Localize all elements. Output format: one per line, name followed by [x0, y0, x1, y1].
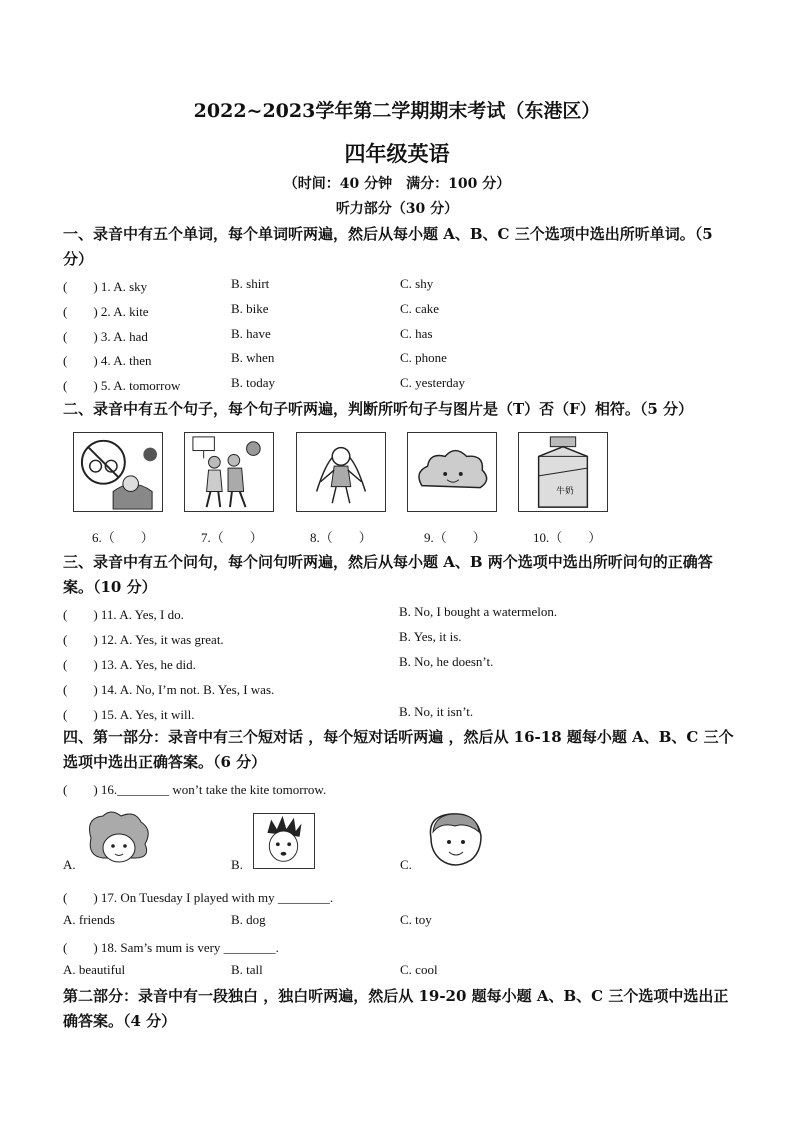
question-stem: ( ) 12. A. Yes, it was great.: [63, 632, 224, 647]
question-stem: ( ) 11. A. Yes, I do.: [63, 607, 184, 622]
option-c: C. shy: [400, 276, 434, 291]
option-c: C. yesterday: [400, 375, 465, 390]
q16-option-c: C.: [400, 857, 412, 872]
jump-rope-girl-image: [296, 432, 386, 512]
question-row: [63, 326, 743, 348]
picture-answer-7: 7.（ ）: [201, 530, 263, 545]
girl-curly-hair-image: [85, 808, 153, 868]
question-row: [63, 375, 743, 397]
question-stem: ( ) 3. A. had: [63, 329, 148, 344]
question-stem: ( ) 15. A. Yes, it will.: [63, 707, 195, 722]
question-stem: ( ) 2. A. kite: [63, 304, 149, 319]
section4-part2-heading: 第二部分：录音中有一段独白 ，独白听两遍，然后从 19-20 题每小题 A、B、C 三个选项中选出正确答案。（4 分）: [63, 987, 729, 1030]
option-b: B. today: [231, 375, 276, 390]
option-c: C. toy: [400, 912, 432, 927]
exam-subtitle: 四年级英语: [344, 141, 450, 166]
boy-curly-hair-image: [421, 808, 491, 872]
milk-label: 牛奶: [556, 486, 574, 497]
section4-heading: 四、第一部分：录音中有三个短对话 ，每个短对话听两遍 ，然后从 16-18 题每小题 A、B、C 三个选项中选出正确答案。（6 分）: [63, 728, 734, 771]
question-stem: ( ) 17. On Tuesday I played with my ________.: [63, 890, 334, 905]
question-stem: ( ) 13. A. Yes, he did.: [63, 657, 196, 672]
option-b: B. have: [231, 326, 271, 341]
question-stem: ( ) 18. Sam’s mum is very ________.: [63, 940, 279, 955]
question-row: [63, 350, 743, 372]
milk-carton-image: [518, 432, 608, 512]
question-row: [63, 679, 743, 701]
question-stem: ( ) 5. A. tomorrow: [63, 378, 181, 393]
exam-title: 2022~2023学年第二学期期末考试（东港区）: [193, 100, 601, 122]
question-row: [63, 912, 743, 934]
option-b: B. No, he doesn’t.: [399, 654, 494, 669]
exam-meta: （时间：40 分钟 满分：100 分）: [283, 176, 511, 192]
q16-option-b: B.: [231, 857, 243, 872]
option-c: C. phone: [400, 350, 447, 365]
question-row: [63, 779, 743, 801]
question-stem: ( ) 1. A. sky: [63, 279, 148, 294]
question-stem: ( ) 4. A. then: [63, 353, 152, 368]
option-b: B. bike: [231, 301, 269, 316]
option-b: B. dog: [231, 912, 266, 927]
option-b: B. when: [231, 350, 275, 365]
section1-heading: 一、录音中有五个单词，每个单词听两遍，然后从每小题 A、B、C 三个选项中选出所听单词。（5 分）: [63, 225, 713, 268]
question-row: [63, 887, 743, 909]
option-c: C. has: [400, 326, 433, 341]
option-b: B. Yes, it is.: [399, 629, 462, 644]
picture-answer-8: 8.（ ）: [310, 530, 372, 545]
option-b: B. shirt: [231, 276, 270, 291]
question-row: [63, 301, 743, 323]
question-stem: ( ) 16.________ won’t take the kite tomorrow.: [63, 782, 327, 797]
boy-spiky-hair-image: [253, 813, 315, 869]
question-row: [63, 604, 743, 626]
cloud-image: [407, 432, 497, 512]
section3-heading: 三、录音中有五个问句，每个问句听两遍，然后从每小题 A、B 两个选项中选出所听问句的正确答案。（10 分）: [63, 553, 713, 596]
question-row: [63, 629, 743, 651]
option-a: A. friends: [63, 912, 115, 927]
question-row: [63, 276, 743, 298]
option-b: B. tall: [231, 962, 263, 977]
q16-option-a: A.: [63, 857, 76, 872]
section2-heading: 二、录音中有五个句子，每个句子听两遍，判断所听句子与图片是（T）否（F）相符。（5 分）: [63, 400, 693, 418]
option-c: C. cake: [400, 301, 439, 316]
picture-answer-9: 9.（ ）: [424, 530, 486, 545]
option-b: B. No, I bought a watermelon.: [399, 604, 558, 619]
option-a: A. beautiful: [63, 962, 126, 977]
question-row: [63, 654, 743, 676]
option-c: C. cool: [400, 962, 438, 977]
question-row: [63, 962, 743, 984]
basketball-players-image: [184, 432, 274, 512]
question-row: [63, 704, 743, 726]
question-stem: ( ) 14. A. No, I’m not. B. Yes, I was.: [63, 682, 275, 697]
question-row: [63, 937, 743, 959]
picture-answer-6: 6.（ ）: [92, 530, 154, 545]
boy-bike-watermelon-image: [73, 432, 163, 512]
option-b: B. No, it isn’t.: [399, 704, 474, 719]
listening-part-title: 听力部分（30 分）: [335, 201, 459, 217]
picture-answer-10: 10.（ ）: [533, 530, 602, 545]
